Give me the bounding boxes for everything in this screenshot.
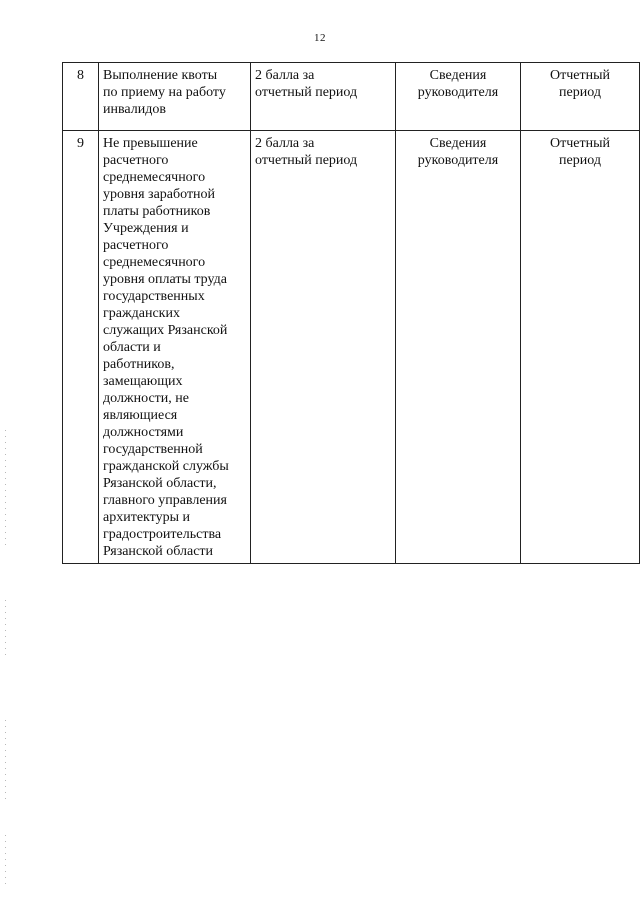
source-cell bbox=[396, 63, 521, 131]
row-number-cell bbox=[63, 63, 99, 131]
score-text: 2 балла за отчетный период bbox=[255, 68, 358, 100]
criteria-table bbox=[62, 62, 640, 564]
page-number: 12 bbox=[314, 32, 326, 44]
score-text: 2 балла за отчетный период bbox=[255, 136, 358, 168]
criterion-cell bbox=[99, 131, 251, 564]
row-number: 9 bbox=[77, 136, 84, 151]
table-row bbox=[63, 63, 640, 131]
period-cell bbox=[521, 131, 640, 564]
scan-margin-dots bbox=[5, 430, 6, 550]
source-text: Сведения руководителя bbox=[417, 136, 499, 168]
scan-margin-dots bbox=[5, 600, 6, 660]
criterion-text: Не превышение расчетного среднемесячного уровня заработной платы работников Учреждения и расчетного среднемесячного уровня оплаты труда государственных гражданских служащих Рязанской области и работников, замещающих должности, не являющиеся должностями государственной гражданской службы Рязанской области, главного управления архитектуры и градостроительства Рязанской области bbox=[103, 136, 229, 559]
source-cell bbox=[396, 131, 521, 564]
score-cell bbox=[251, 63, 396, 131]
period-text: Отчетный период bbox=[550, 68, 610, 100]
source-text: Сведения руководителя bbox=[417, 68, 499, 100]
period-cell bbox=[521, 63, 640, 131]
criterion-cell bbox=[99, 63, 251, 131]
row-number: 8 bbox=[77, 68, 84, 83]
scan-margin-dots bbox=[5, 720, 6, 800]
score-cell bbox=[251, 131, 396, 564]
row-number-cell bbox=[63, 131, 99, 564]
criterion-text: Выполнение квоты по приему на работу инвалидов bbox=[103, 68, 226, 117]
scan-margin-dots bbox=[5, 835, 6, 885]
period-text: Отчетный период bbox=[550, 136, 610, 168]
table-row bbox=[63, 131, 640, 564]
